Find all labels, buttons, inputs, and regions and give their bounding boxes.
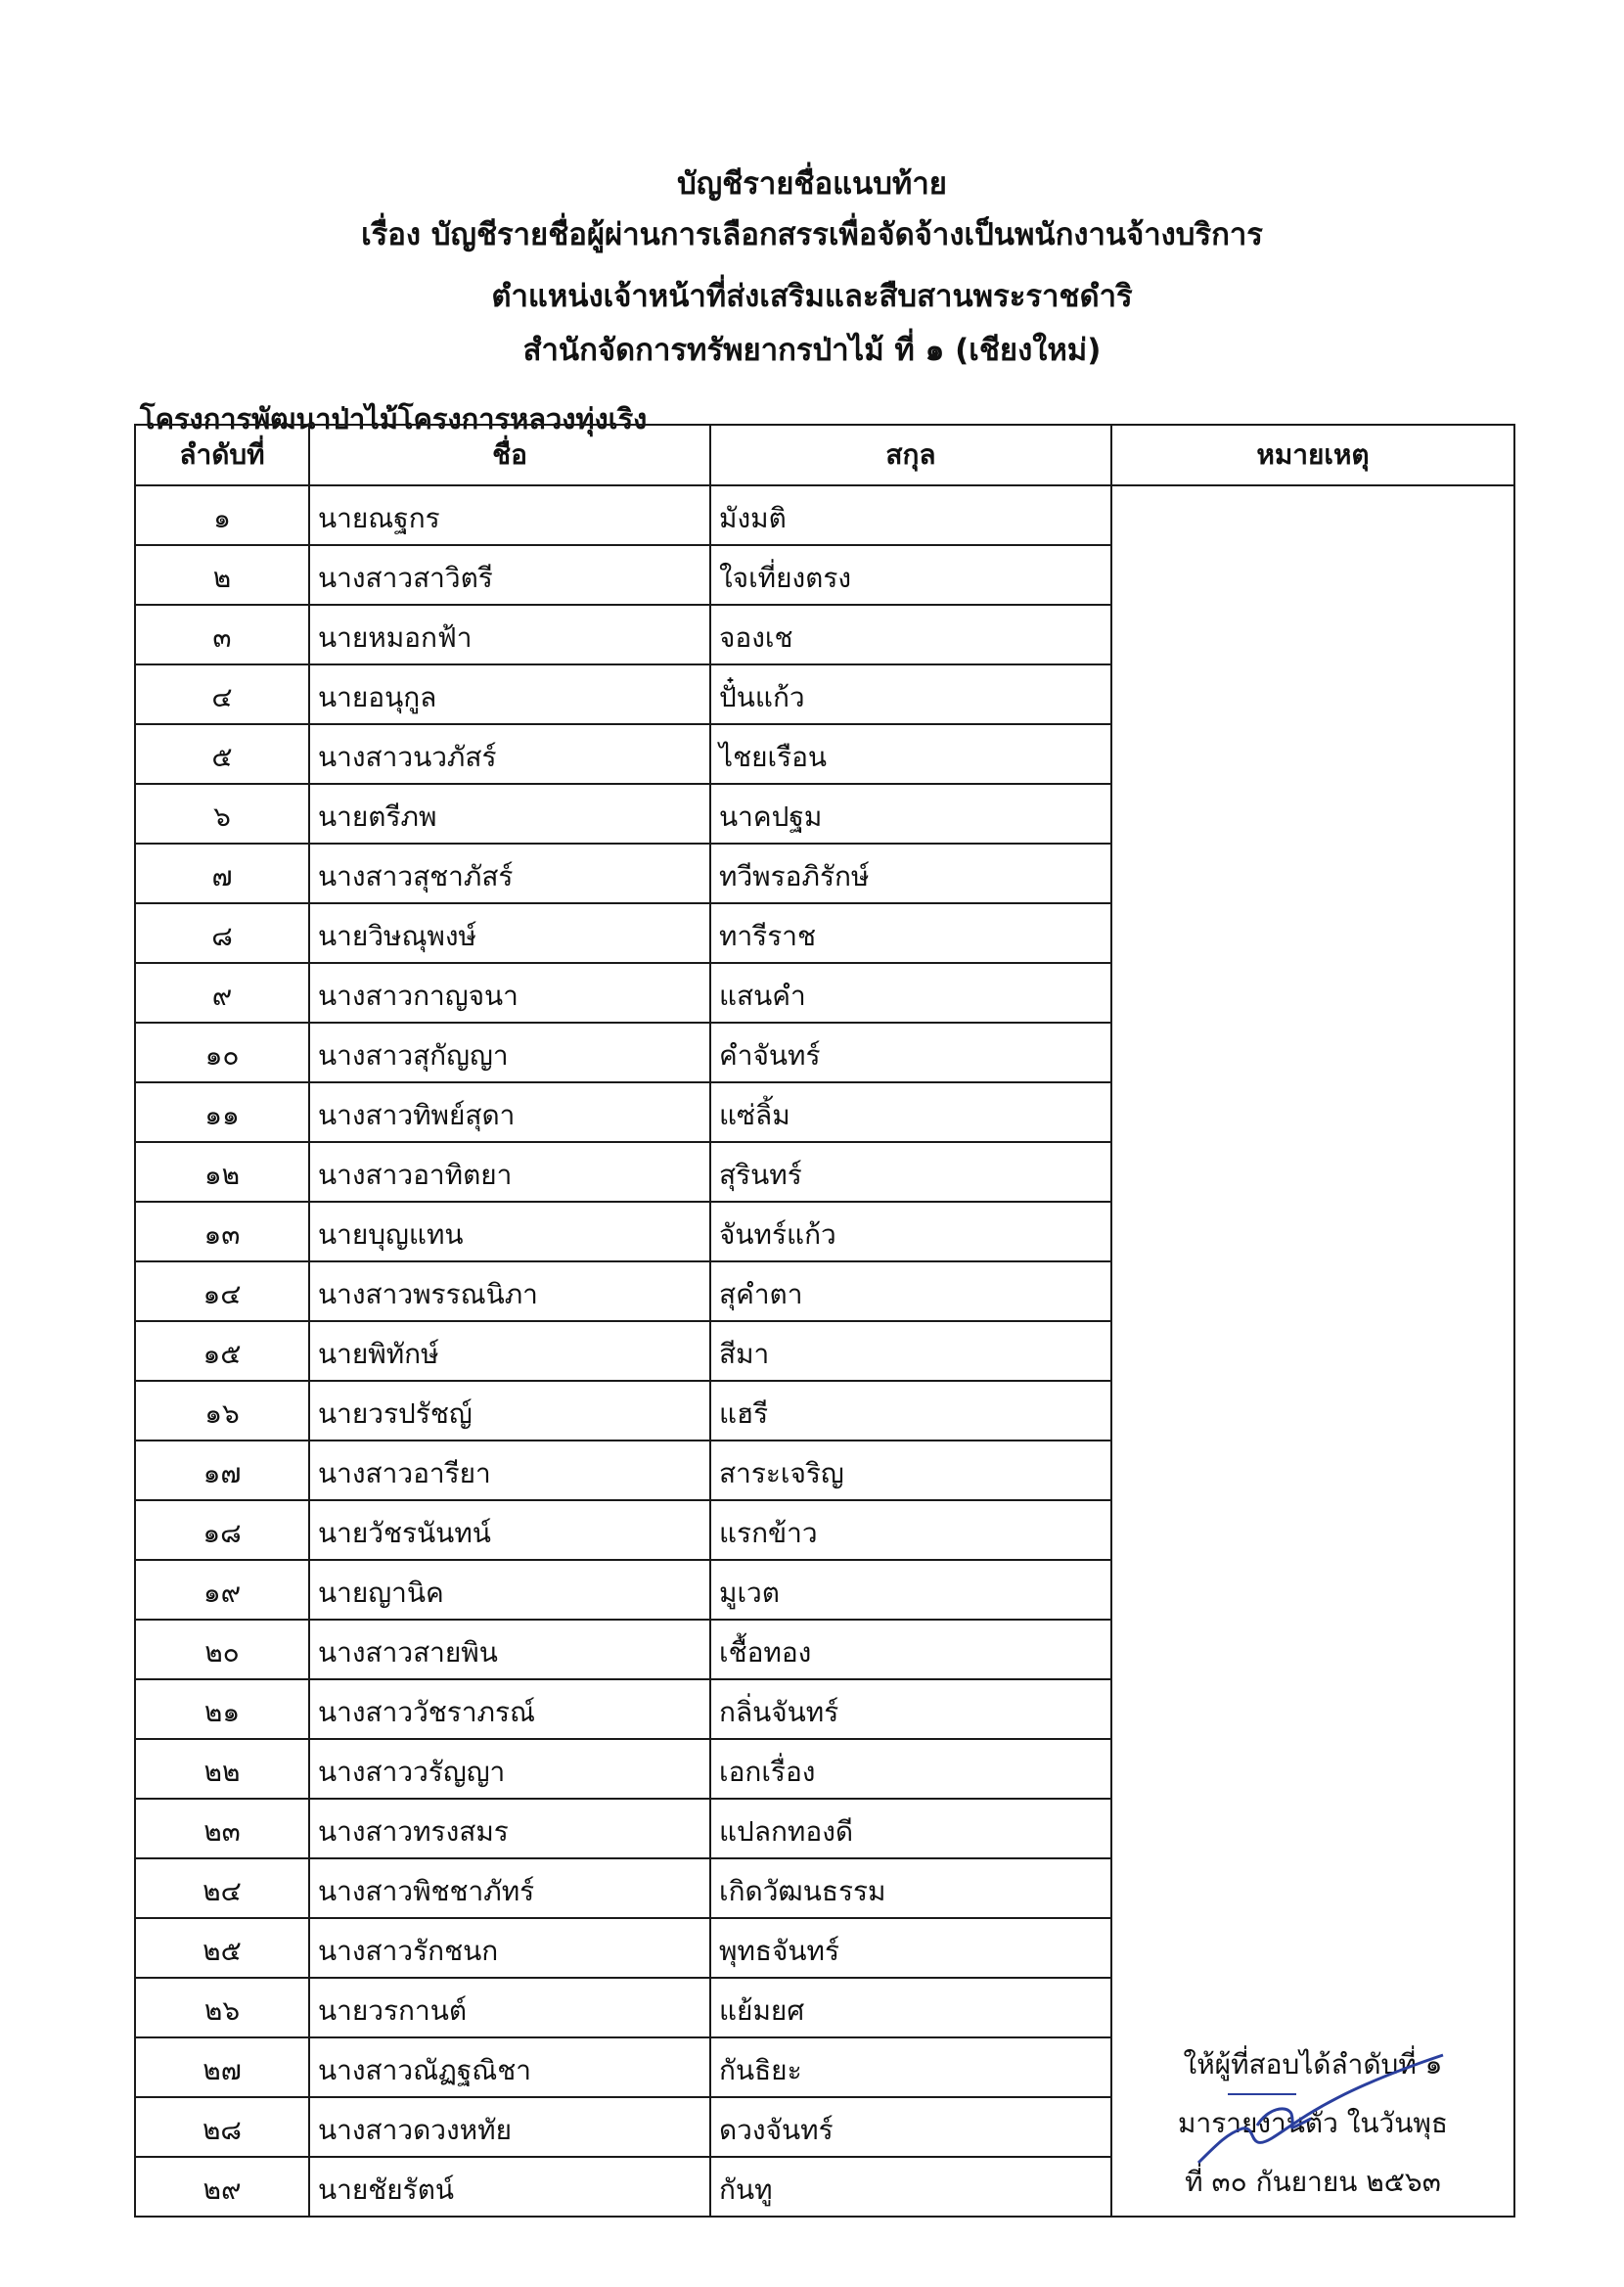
signature-icon (1189, 2035, 1482, 2173)
row-number: ๕ (135, 724, 309, 784)
row-number: ๒๑ (135, 1679, 309, 1739)
row-name: นายตรีภพ (309, 784, 710, 844)
row-name: นางสาววรัญญา (309, 1739, 710, 1799)
row-surname: ไชยเรือน (710, 724, 1111, 784)
row-number: ๑๔ (135, 1261, 309, 1321)
document-subject: เรื่อง บัญชีรายชื่อผู้ผ่านการเลือกสรรเพื่อจัดจ้างเป็นพนักงานจ้างบริการ (361, 217, 1263, 252)
row-name: นายพิทักษ์ (309, 1321, 710, 1381)
names-table (134, 424, 1515, 2218)
document-office: สำนักจัดการทรัพยากรป่าไม้ ที่ ๑ (เชียงใหม่) (522, 333, 1102, 368)
row-number: ๑๗ (135, 1441, 309, 1500)
row-number: ๑๕ (135, 1321, 309, 1381)
row-name: นางสาวกาญจนา (309, 963, 710, 1023)
remark-cell (1111, 485, 1514, 2217)
row-name: นายญานิค (309, 1560, 710, 1620)
row-name: นางสาวสุกัญญา (309, 1023, 710, 1082)
row-name: นางสาวรักชนก (309, 1918, 710, 1978)
row-number: ๒๒ (135, 1739, 309, 1799)
row-surname: จองเช (710, 605, 1111, 664)
row-number: ๙ (135, 963, 309, 1023)
row-name: นายอนุกูล (309, 664, 710, 724)
row-name: นางสาวสาวิตรี (309, 545, 710, 605)
row-surname: มังมติ (710, 485, 1111, 545)
row-surname: กันธิยะ (710, 2037, 1111, 2097)
row-name: นายวรปรัชญ์ (309, 1381, 710, 1441)
row-surname: ดวงจันทร์ (710, 2097, 1111, 2157)
row-number: ๑๒ (135, 1142, 309, 1202)
row-name: นางสาวดวงหทัย (309, 2097, 710, 2157)
row-number: ๒ (135, 545, 309, 605)
row-number: ๑๐ (135, 1023, 309, 1082)
row-number: ๑๓ (135, 1202, 309, 1261)
remark-line: ให้ผู้ที่สอบได้ลำดับที่ ๑ (1183, 2048, 1443, 2081)
row-name: นายวิษณุพงษ์ (309, 903, 710, 963)
header-no: ลำดับที่ (135, 425, 309, 485)
row-surname: เชื้อทอง (710, 1620, 1111, 1679)
row-surname: จันทร์แก้ว (710, 1202, 1111, 1261)
remark-line: มารายงานตัว ในวันพุธ (1178, 2107, 1448, 2139)
row-surname: แฮรี (710, 1381, 1111, 1441)
row-name: นายบุญแทน (309, 1202, 710, 1261)
row-number: ๔ (135, 664, 309, 724)
row-number: ๒๓ (135, 1799, 309, 1858)
row-surname: กลิ่นจันทร์ (710, 1679, 1111, 1739)
row-number: ๒๐ (135, 1620, 309, 1679)
row-name: นางสาวทิพย์สุดา (309, 1082, 710, 1142)
row-name: นายชัยรัตน์ (309, 2157, 710, 2217)
row-surname: แซ่ลิ้ม (710, 1082, 1111, 1142)
document-position: ตำแหน่งเจ้าหน้าที่ส่งเสริมและสืบสานพระราชดำริ (491, 279, 1133, 314)
row-surname: ทวีพรอภิรักษ์ (710, 844, 1111, 903)
row-name: นางสาวอารียา (309, 1441, 710, 1500)
row-number: ๖ (135, 784, 309, 844)
row-number: ๑๑ (135, 1082, 309, 1142)
row-name: นายวรกานต์ (309, 1978, 710, 2037)
row-surname: แรกข้าว (710, 1500, 1111, 1560)
row-number: ๒๔ (135, 1858, 309, 1918)
row-number: ๑๖ (135, 1381, 309, 1441)
row-surname: ใจเที่ยงตรง (710, 545, 1111, 605)
row-number: ๑ (135, 485, 309, 545)
row-number: ๒๙ (135, 2157, 309, 2217)
row-name: นางสาวสุชาภัสร์ (309, 844, 710, 903)
table-header-row (135, 425, 1514, 485)
row-surname: แปลกทองดี (710, 1799, 1111, 1858)
row-surname: สาระเจริญ (710, 1441, 1111, 1500)
row-surname: นาคปฐม (710, 784, 1111, 844)
header-remark: หมายเหตุ (1111, 425, 1514, 485)
row-name: นายหมอกฟ้า (309, 605, 710, 664)
row-surname: มูเวต (710, 1560, 1111, 1620)
row-surname: แย้มยศ (710, 1978, 1111, 2037)
row-surname: พุทธจันทร์ (710, 1918, 1111, 1978)
row-surname: ทารีราช (710, 903, 1111, 963)
row-number: ๑๘ (135, 1500, 309, 1560)
row-surname: กันทู (710, 2157, 1111, 2217)
row-surname: เอกเรื่อง (710, 1739, 1111, 1799)
row-number: ๑๙ (135, 1560, 309, 1620)
row-number: ๗ (135, 844, 309, 903)
row-surname: เกิดวัฒนธรรม (710, 1858, 1111, 1918)
row-name: นางสาววัชราภรณ์ (309, 1679, 710, 1739)
row-name: นางสาวนวภัสร์ (309, 724, 710, 784)
document-title: บัญชีรายชื่อแนบท้าย (677, 166, 947, 202)
header-surname: สกุล (710, 425, 1111, 485)
row-name: นางสาวสายพิน (309, 1620, 710, 1679)
row-name: นางสาวทรงสมร (309, 1799, 710, 1858)
row-surname: สุคำตา (710, 1261, 1111, 1321)
row-number: ๓ (135, 605, 309, 664)
row-name: นางสาวพิชชาภัทร์ (309, 1858, 710, 1918)
remark-line: ที่ ๓๐ กันยายน ๒๕๖๓ (1185, 2166, 1441, 2198)
row-number: ๒๘ (135, 2097, 309, 2157)
row-name: นายณฐกร (309, 485, 710, 545)
row-surname: สุรินทร์ (710, 1142, 1111, 1202)
row-number: ๒๕ (135, 1918, 309, 1978)
header-name: ชื่อ (309, 425, 710, 485)
row-surname: แสนคำ (710, 963, 1111, 1023)
row-surname: ปั๋นแก้ว (710, 664, 1111, 724)
row-number: ๘ (135, 903, 309, 963)
row-number: ๒๖ (135, 1978, 309, 2037)
row-surname: คำจันทร์ (710, 1023, 1111, 1082)
project-name: โครงการพัฒนาป่าไม้โครงการหลวงทุ่งเริง (140, 402, 648, 435)
row-name: นางสาวณัฏฐณิชา (309, 2037, 710, 2097)
row-name: นายวัชรนันทน์ (309, 1500, 710, 1560)
table-body (135, 485, 1514, 2217)
row-name: นางสาวอาทิตยา (309, 1142, 710, 1202)
row-surname: สีมา (710, 1321, 1111, 1381)
table-row (135, 485, 1514, 545)
row-number: ๒๗ (135, 2037, 309, 2097)
row-name: นางสาวพรรณนิภา (309, 1261, 710, 1321)
